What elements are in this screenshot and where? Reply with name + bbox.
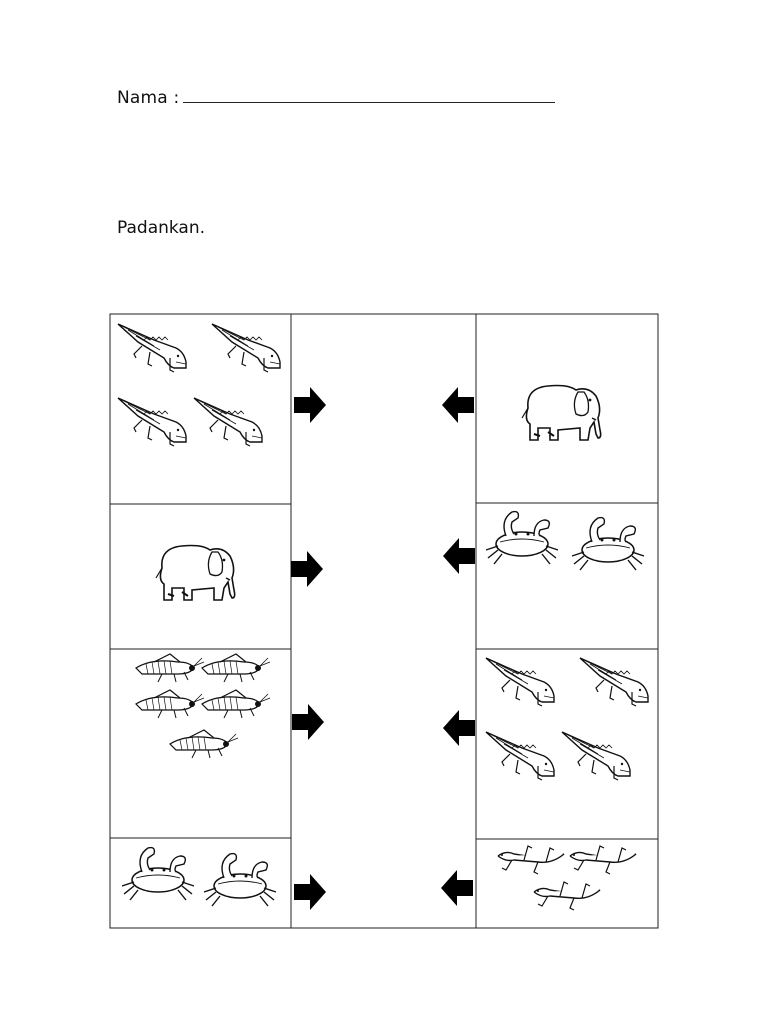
left-1-crocodiles [118, 324, 280, 446]
instruction-text: Padankan. [117, 218, 206, 238]
right-arrow-icon [294, 387, 326, 423]
right-arrow-icon [294, 874, 326, 910]
left-arrow-icon [443, 710, 475, 746]
left-arrow-icon [441, 870, 473, 906]
left-arrow-icon [443, 538, 475, 574]
right-arrow-icon [292, 704, 324, 740]
right-3-crocodiles [486, 658, 648, 780]
right-arrow-icon [291, 551, 323, 587]
left-arrow-icon [442, 387, 474, 423]
right-4-lizards [498, 846, 636, 910]
left-4-crabs [122, 848, 276, 906]
right-box-2 [476, 503, 658, 649]
left-2-elephant [156, 546, 235, 601]
left-3-grasshoppers [136, 654, 270, 758]
right-2-crabs [486, 512, 644, 570]
right-1-elephant [522, 386, 601, 441]
name-label: Nama : [117, 88, 180, 108]
